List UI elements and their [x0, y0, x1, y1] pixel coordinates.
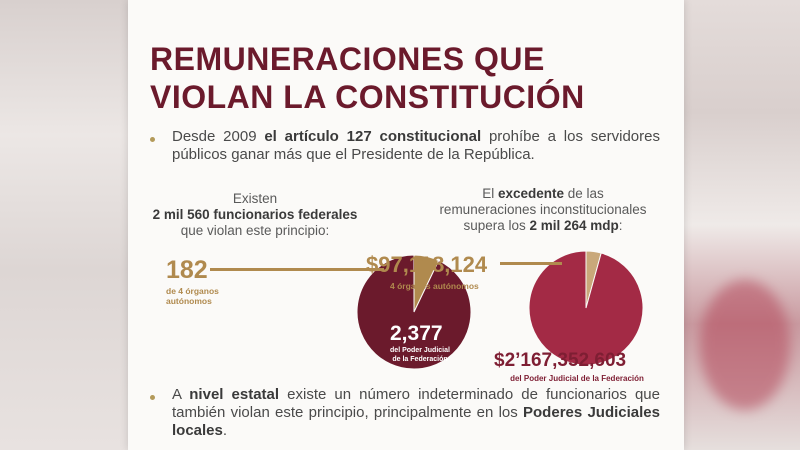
- bullet-text-state: A nivel estatal existe un número indeterminado de funcionarios que también violan este principio, principalmente en los Poderes Judiciales locales.: [172, 386, 660, 439]
- bullet-marker: [150, 137, 155, 142]
- leader-line-autonomous-excess: [500, 262, 562, 265]
- pie-slice-judicial-excess: [529, 251, 643, 365]
- leader-line-autonomous-officials: [210, 268, 384, 271]
- autonomous-excess-label: 4 órganos autónomos: [390, 281, 479, 291]
- blurred-background-left: [0, 0, 128, 450]
- infographic-slide: [128, 0, 684, 450]
- autonomous-officials-count: 182: [166, 256, 208, 284]
- judicial-officials-count: 2,377: [390, 322, 443, 345]
- federal-officials-caption: Existen 2 mil 560 funcionarios federales que violan este principio:: [152, 191, 358, 238]
- bullet-marker: [150, 395, 155, 400]
- judicial-excess-label: del Poder Judicial de la Federación: [510, 374, 644, 383]
- slide-title: REMUNERACIONES QUE VIOLAN LA CONSTITUCIÓN: [150, 41, 585, 115]
- judicial-excess-amount: $2’167,352,603: [494, 350, 627, 371]
- autonomous-excess-amount: $97,118,124: [366, 252, 488, 277]
- excess-amount-caption: El excedente de las remuneraciones inconstitucionales supera los 2 mil 264 mdp:: [439, 186, 647, 233]
- autonomous-officials-label: de 4 órganos autónomos: [166, 286, 219, 306]
- blurred-decoration: [700, 280, 790, 410]
- bullet-text-federal: Desde 2009 el artículo 127 constitucional prohíbe a los servidores públicos ganar más que el Presidente de la República.: [172, 128, 660, 163]
- judicial-officials-label: del Poder Judicial de la Federación: [390, 347, 450, 363]
